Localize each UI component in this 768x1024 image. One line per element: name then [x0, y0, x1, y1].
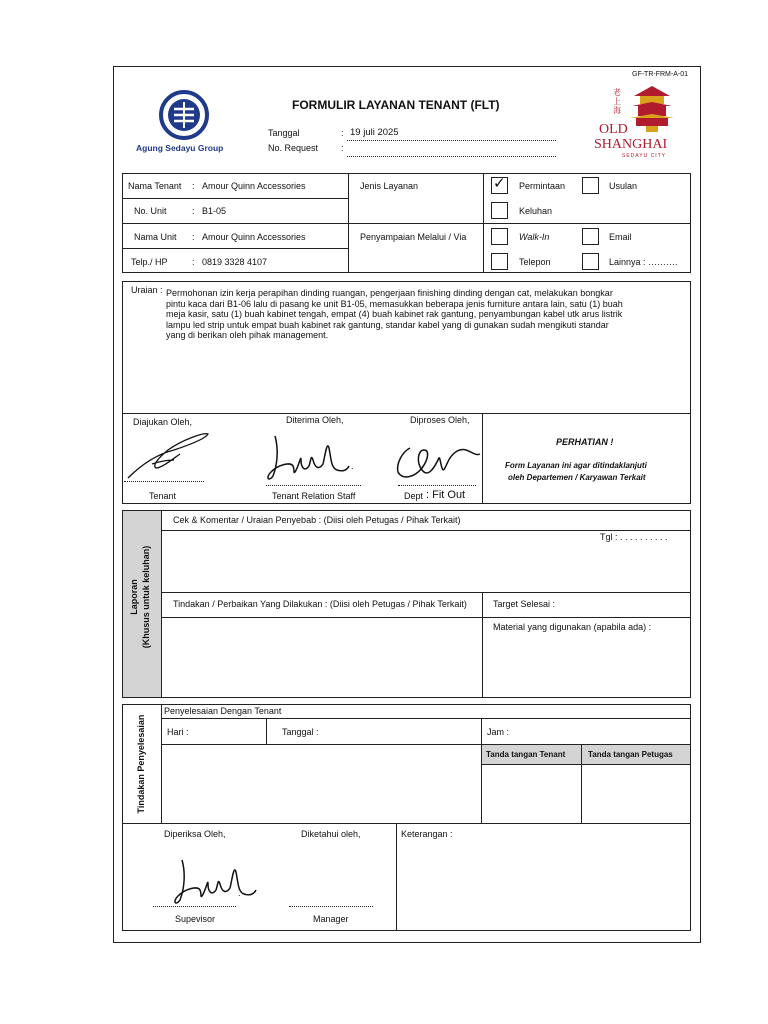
perhatian-line1: Form Layanan ini agar ditindaklanjuti [505, 461, 647, 470]
trs-sign-line [266, 485, 361, 486]
dept-sign-line [398, 485, 476, 486]
ttd-petugas-header: Tanda tangan Petugas [588, 750, 673, 759]
material-label: Material yang digunakan (apabila ada) : [493, 622, 652, 632]
diproses-label: Diproses Oleh, [410, 415, 470, 425]
uraian-line: meja kasir, satu (1) buah kabinet tengah, empat (4) buah kabinet rak gantung, penyambungan kabel utk arus listrik [166, 309, 623, 319]
keterangan-label: Keterangan : [401, 829, 453, 839]
manager-sign-line [289, 906, 373, 907]
option-telepon: Telepon [519, 257, 551, 267]
checkbox-keluhan[interactable] [491, 202, 508, 219]
nama-unit-colon: : [192, 232, 195, 242]
dept-label: Dept [404, 491, 424, 501]
trs-label: Tenant Relation Staff [272, 491, 356, 501]
supervisor-label: Supevisor [175, 914, 216, 924]
trs-dot: . [351, 461, 354, 471]
tindakan-label: Tindakan / Perbaikan Yang Dilakukan : (Diisi oleh Petugas / Pihak Terkait) [173, 599, 467, 609]
penyelesaian-title: Penyelesaian Dengan Tenant [164, 706, 282, 716]
option-walkin: Walk-In [519, 232, 550, 242]
perhatian-title: PERHATIAN ! [556, 437, 614, 447]
checkbox-telepon[interactable] [491, 253, 508, 270]
option-lainnya: Lainnya : ………. [609, 257, 678, 267]
trs-signature [255, 430, 355, 490]
penyelesaian-side-label: Tindakan Penyelesaian [136, 714, 146, 814]
supervisor-signature [172, 858, 262, 910]
perhatian-line2: oleh Departemen / Karyawan Terkait [508, 473, 646, 482]
option-permintaan: Permintaan [519, 181, 566, 191]
supervisor-sign-line [153, 906, 236, 907]
diterima-label: Diterima Oleh, [286, 415, 344, 425]
tanggal-value[interactable]: 19 juli 2025 [350, 127, 399, 138]
logo-shanghai: SHANGHAI [594, 137, 668, 152]
checkbox-usulan[interactable] [582, 177, 599, 194]
jenis-layanan-label: Jenis Layanan [360, 181, 419, 191]
laporan-side-line1: Laporan [129, 579, 139, 615]
no-unit-colon: : [192, 206, 195, 216]
uraian-line: lampu led strip untuk empat buah kabinet rak gantung, standar kabel yang di gunakan sudah mengikuti standar [166, 319, 609, 330]
target-label: Target Selesai : [493, 599, 556, 609]
uraian-line: yang di berikan oleh pihak management. [166, 330, 329, 340]
nama-unit-value[interactable]: Amour Quinn Accessories [202, 232, 306, 242]
telp-value[interactable]: 0819 3328 4107 [202, 257, 268, 267]
diperiksa-label: Diperiksa Oleh, [164, 829, 226, 839]
logo-sedayu-city: SEDAYU CITY [622, 153, 666, 159]
option-email: Email [609, 232, 632, 242]
hari-label[interactable]: Hari : [167, 727, 189, 737]
no-unit-value[interactable]: B1-05 [202, 206, 227, 216]
no-request-label: No. Request [268, 143, 319, 153]
telp-label: Telp./ HP [131, 257, 168, 267]
nama-tenant-label: Nama Tenant [128, 181, 182, 191]
nama-unit-label: Nama Unit [134, 232, 177, 242]
no-unit-label: No. Unit [134, 206, 167, 216]
dept-signature [392, 440, 482, 490]
tgl-label[interactable]: Tgl : . . . . . . . . . . [600, 532, 668, 542]
tenant-sign-line [124, 481, 204, 482]
jam-label[interactable]: Jam : [487, 727, 510, 737]
old-shanghai-logo [592, 82, 684, 164]
logo-old: OLD [599, 122, 628, 137]
checkbox-email[interactable] [582, 228, 599, 245]
form-title: FORMULIR LAYANAN TENANT (FLT) [292, 98, 500, 112]
tanggal-line [347, 140, 556, 141]
dept-value[interactable]: : Fit Out [426, 489, 466, 501]
checkbox-lainnya[interactable] [582, 253, 599, 270]
ttd-tenant-header: Tanda tangan Tenant [486, 750, 566, 759]
manager-label: Manager [313, 914, 349, 924]
laporan-side-line2: (Khusus untuk keluhan) [140, 545, 151, 649]
checkmark-icon: ✓ [493, 175, 506, 192]
tanggal-colon: : [341, 128, 344, 138]
checkbox-walkin[interactable] [491, 228, 508, 245]
logo-left-text: Agung Sedayu Group [136, 143, 224, 153]
uraian-line: pintu kaca dari B1-06 lalu di pasang ke unit B1-05, memasukkan beberapa jenis furniture antara lain, satu (1) buah [166, 298, 623, 309]
tenant-label: Tenant [149, 491, 177, 501]
form-code: GF-TR-FRM-A-01 [632, 71, 688, 78]
supervisor-dot: . [238, 888, 241, 898]
nama-tenant-value[interactable]: Amour Quinn Accessories [202, 181, 306, 191]
diketahui-label: Diketahui oleh, [301, 829, 361, 839]
no-request-colon: : [341, 143, 344, 153]
tenant-signature [122, 424, 222, 484]
uraian-line: Permohonan izin kerja perapihan dinding ruangan, pengerjaan finishing dinding dengan cat, melakukan bongkar [166, 288, 613, 298]
tanggal2-label[interactable]: Tanggal : [282, 727, 319, 737]
logo-chinese: 老上海 [613, 88, 621, 115]
laporan-side-label [129, 517, 155, 677]
telp-colon: : [192, 257, 195, 267]
no-request-line[interactable] [347, 156, 556, 157]
diajukan-label: Diajukan Oleh, [133, 417, 193, 427]
nama-tenant-colon: : [192, 181, 195, 191]
tanggal-label: Tanggal [268, 128, 300, 138]
penyampaian-label: Penyampaian Melalui / Via [360, 232, 467, 242]
uraian-label: Uraian : [131, 285, 163, 295]
agung-sedayu-logo [133, 90, 233, 160]
option-keluhan: Keluhan [519, 206, 553, 216]
option-usulan: Usulan [609, 181, 638, 191]
cek-label: Cek & Komentar / Uraian Penyebab : (Diisi oleh Petugas / Pihak Terkait) [173, 515, 461, 525]
